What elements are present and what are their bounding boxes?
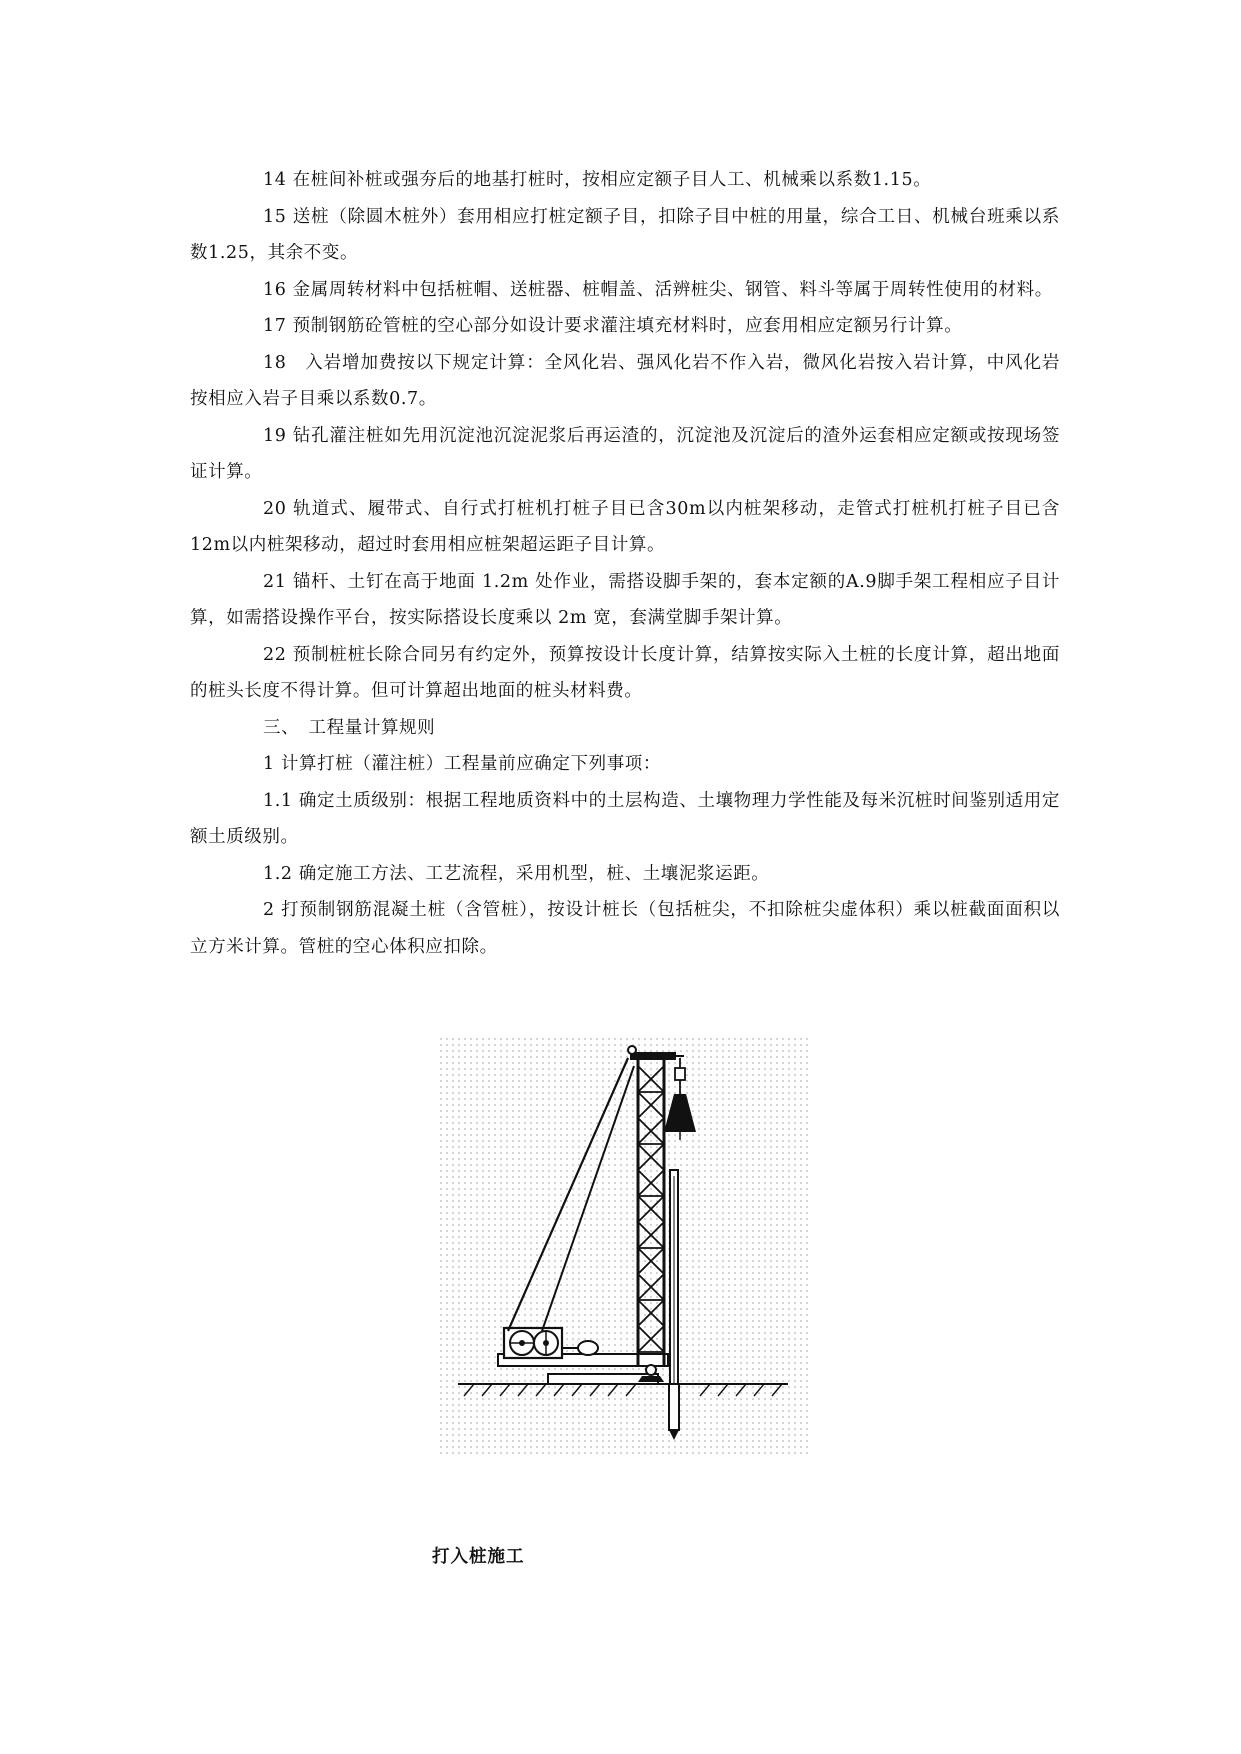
paragraph-17: 17 预制钢筋砼管桩的空心部分如设计要求灌注填充材料时，应套用相应定额另行计算。 [263,316,963,336]
paragraph-15: 15 送桩（除圆木桩外）套用相应打桩定额子目，扣除子目中桩的用量，综合工日、机械台班乘以系数1.25，其余不变。 [190,206,1060,263]
rule-1: 1 计算打桩（灌注桩）工程量前应确定下列事项： [263,754,661,774]
pile-driver-illustration-icon [438,1036,810,1458]
rule-1-2: 1.2 确定施工方法、工艺流程，采用机型，桩、土壤泥浆运距。 [263,863,770,884]
rule-1-1: 1.1 确定土质级别：根据工程地质资料中的土层构造、土壤物理力学性能及每米沉桩时间鉴别适用定额土质级别。 [190,790,1060,847]
paragraph-22: 22 预制桩桩长除合同另有约定外，预算按设计长度计算，结算按实际入土桩的长度计算，超出地面的桩头长度不得计算。但可计算超出地面的桩头材料费。 [190,644,1060,701]
paragraph-16: 16 金属周转材料中包括桩帽、送桩器、桩帽盖、活辨桩尖、钢管、料斗等属于周转性使用的材料。 [263,279,1053,300]
paragraph-18: 18 入岩增加费按以下规定计算：全风化岩、强风化岩不作入岩，微风化岩按入岩计算，中风化岩按相应入岩子目乘以系数0.7。 [190,352,1060,409]
paragraph-21: 21 锚杆、土钉在高于地面 1.2m 处作业，需搭设脚手架的，套本定额的A.9脚手架工程相应子目计算，如需搭设操作平台，按实际搭设长度乘以 2m 宽，套满堂脚手架计算。 [190,571,1060,628]
paragraph-14: 14 在桩间补桩或强夯后的地基打桩时，按相应定额子目人工、机械乘以系数1.15。 [263,170,932,190]
paragraph-20: 20 轨道式、履带式、自行式打桩机打桩子目已含30m以内桩架移动，走管式打桩机打桩子目已含12m以内桩架移动，超过时套用相应桩架超运距子目计算。 [190,498,1060,555]
section-heading-3: 三、 工程量计算规则 [263,717,436,738]
figure-caption: 打入桩施工 [432,1547,525,1567]
paragraph-19: 19 钻孔灌注桩如先用沉淀池沉淀泥浆后再运渣的，沉淀池及沉淀后的渣外运套相应定额或按现场签证计算。 [190,425,1060,482]
rule-2: 2 打预制钢筋混凝土桩（含管桩），按设计桩长（包括桩尖，不扣除桩尖虚体积）乘以桩截面面积以立方米计算。管桩的空心体积应扣除。 [190,900,1060,957]
document-body [190,162,1060,965]
pile-driver-figure [438,1036,810,1458]
